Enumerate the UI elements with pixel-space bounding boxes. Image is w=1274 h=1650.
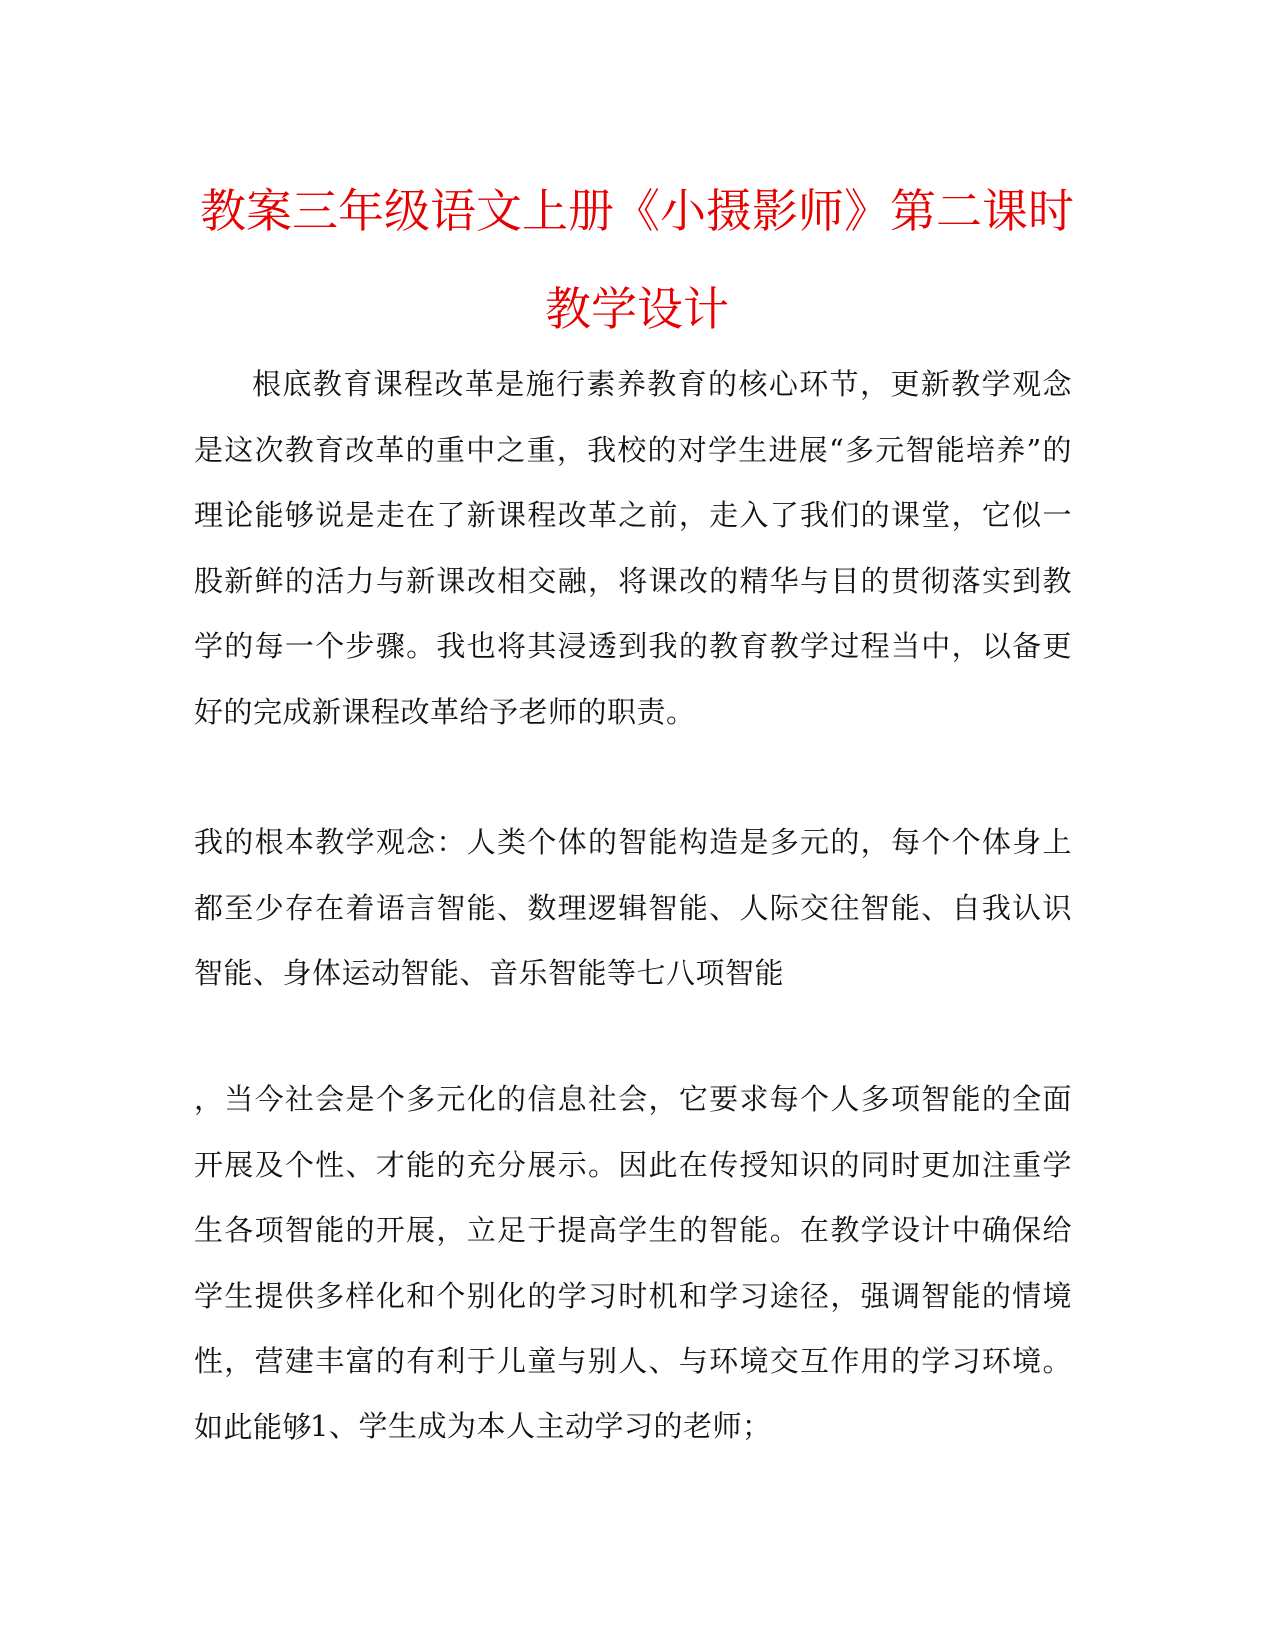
paragraph-intro: 根底教育课程改革是施行素养教育的核心环节，更新教学观念是这次教育改革的重中之重，我校的对学生进展“多元智能培养”的理论能够说是走在了新课程改革之前，走入了我们的课堂，它似一股新鲜的活力与新课改相交融，将课改的精华与目的贯彻落实到教学的每一个步骤。我也将其浸透到我的教育教学过程当中，以备更好的完成新课程改革给予老师的职责。	[194, 367, 1072, 729]
document-title: 教案三年级语文上册《小摄影师》第二课时教学设计	[200, 184, 1074, 336]
paragraph-society-context: ，当今社会是个多元化的信息社会，它要求每个人多项智能的全面开展及个性、才能的充分展示。因此在传授知识的同时更加注重学生各项智能的开展，立足于提高学生的智能。在教学设计中确保给学生提供多样化和个别化的学习时机和学习途径，强调智能的情境性，营建丰富的有利于儿童与别人、与环境交互作用的学习环境。如此能够	[194, 1082, 1072, 1444]
paragraph-teaching-philosophy: 我的根本教学观念：人类个体的智能构造是多元的，每个个体身上都至少存在着语言智能、数理逻辑智能、人际交往智能、自我认识智能、身体运动智能、音乐智能等七八项智能	[194, 825, 1072, 990]
list-item-1: 1、学生成为本人主动学习的老师；	[310, 1409, 772, 1443]
